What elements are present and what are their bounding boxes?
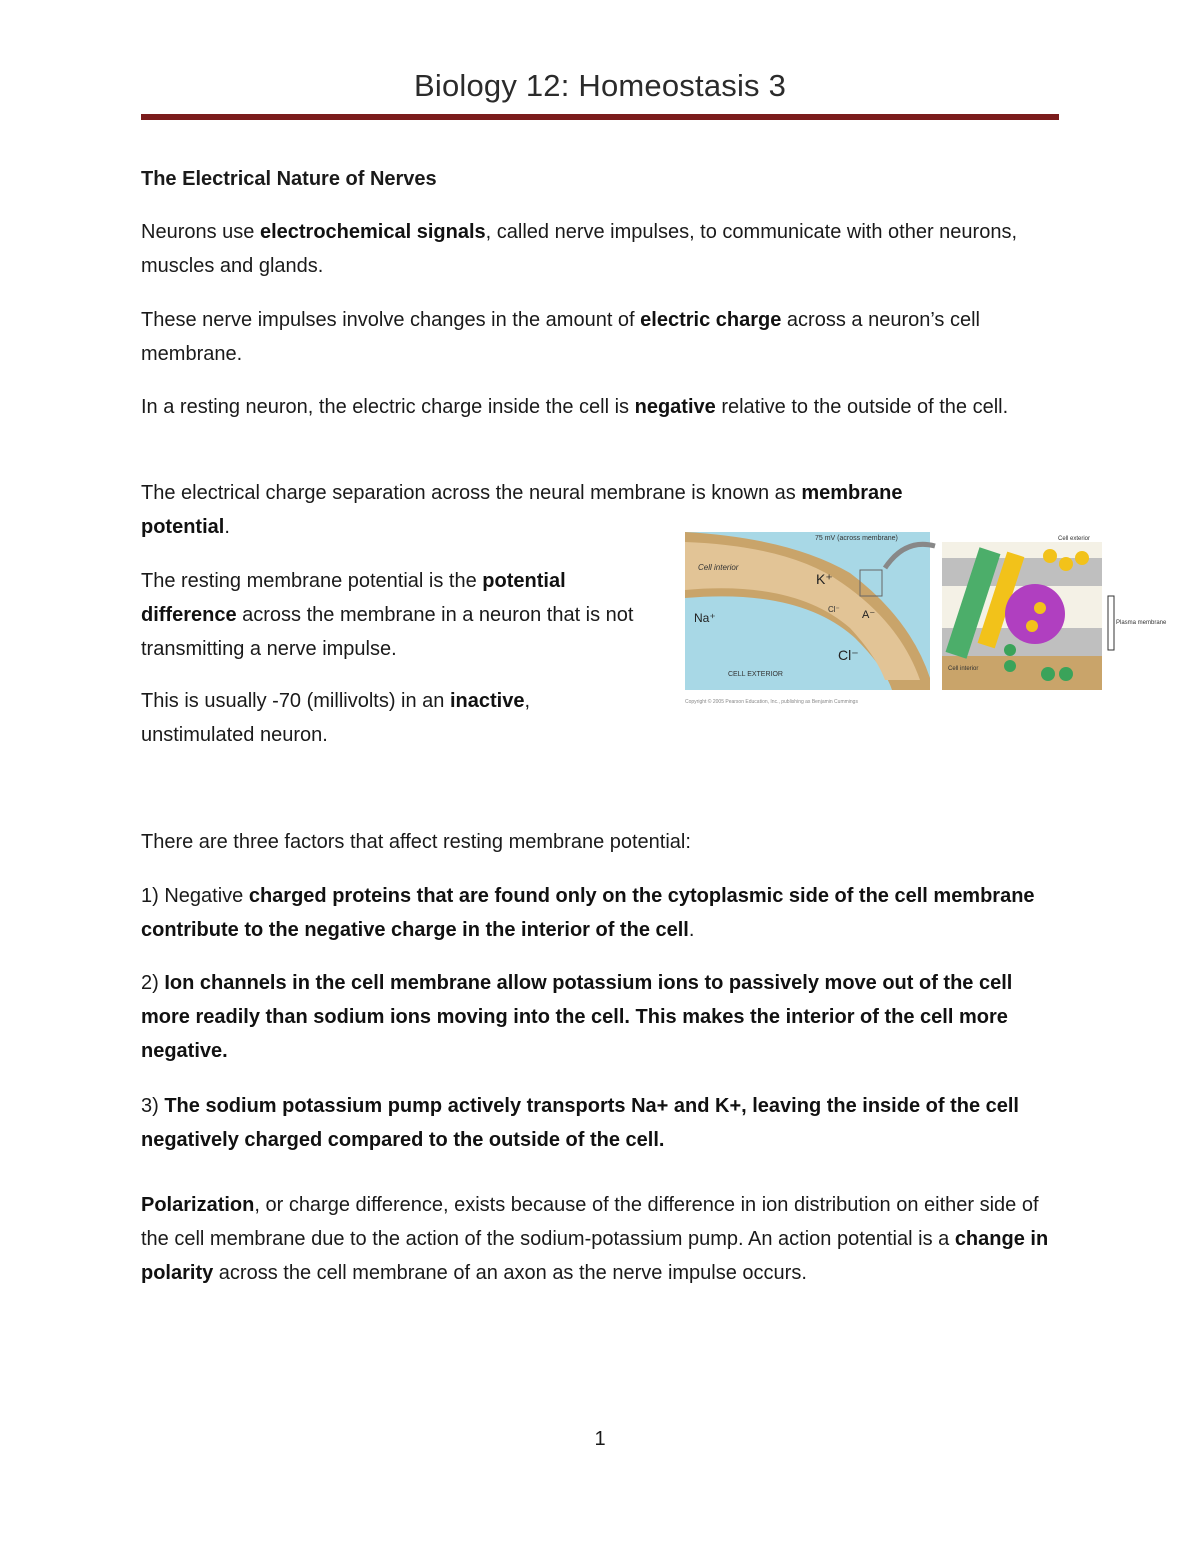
paragraph-8: Polarization, or charge difference, exists because of the difference in ion distribution on either side of the cell membrane due to the action of the sodium-potassium pump. An action potential is a change in polarity across the cell membrane of an axon as the nerve impulse occurs.: [141, 1194, 1049, 1284]
na-ion-3: [1075, 551, 1089, 565]
k-ion-4: [1059, 667, 1073, 681]
fig-label-a: A⁻: [862, 609, 876, 621]
title-divider: [141, 114, 1059, 120]
fig-label-interior-right: Cell interior: [948, 666, 979, 672]
fig-label-cl: Cl⁻: [838, 647, 859, 663]
sodium-potassium-pump: [1005, 584, 1065, 644]
paragraph-4: The electrical charge separation across the neural membrane is known as membrane potential.: [141, 482, 903, 538]
paragraph-1: Neurons use electrochemical signals, called nerve impulses, to communicate with other neurons, muscles and glands.: [141, 221, 1018, 277]
na-ion-1: [1043, 549, 1057, 563]
page-number: 1: [594, 1428, 606, 1450]
paragraph-5: The resting membrane potential is the potential difference across the membrane in a neuron that is not transmitting a nerve impulse.: [141, 570, 634, 660]
fig-copyright: Copyright © 2005 Pearson Education, Inc., publishing as Benjamin Cummings: [685, 699, 858, 705]
factor-1: 1) Negative charged proteins that are found only on the cytoplasmic side of the cell membrane contribute to the negative charge in the interior of the cell.: [141, 885, 1035, 941]
k-ion-2: [1004, 660, 1016, 672]
factor-3: 3) The sodium potassium pump actively transports Na+ and K+, leaving the inside of the cell negatively charged compared to the outside of the cell.: [141, 1095, 1019, 1151]
fig-label-cell-interior: Cell interior: [698, 563, 739, 572]
paragraph-6: This is usually -70 (millivolts) in an inactive, unstimulated neuron.: [141, 690, 531, 746]
inner-cytoplasm: [942, 656, 1102, 690]
fig-label-cl-inner: Cl⁻: [828, 605, 840, 614]
k-ion-3: [1041, 667, 1055, 681]
page-title: Biology 12: Homeostasis 3: [413, 68, 787, 103]
na-ion-5: [1026, 620, 1038, 632]
fig-label-plasma: Plasma membrane: [1116, 620, 1167, 626]
membrane-potential-figure: [680, 528, 1167, 710]
paragraph-2: These nerve impulses involve changes in the amount of electric charge across a neuron’s cell membrane.: [141, 309, 980, 365]
na-ion-2: [1059, 557, 1073, 571]
fig-label-na: Na⁺: [694, 611, 716, 625]
paragraph-3: In a resting neuron, the electric charge inside the cell is negative relative to the outside of the cell.: [141, 396, 1009, 418]
paragraph-7: There are three factors that affect resting membrane potential:: [141, 831, 691, 853]
na-ion-4: [1034, 602, 1046, 614]
fig-label-exterior: CELL EXTERIOR: [728, 671, 783, 678]
factor-2: 2) Ion channels in the cell membrane allow potassium ions to passively move out of the cell more readily than sodium ions moving into the cell. This makes the interior of the cell more negative.: [141, 972, 1013, 1062]
section-heading: The Electrical Nature of Nerves: [141, 168, 437, 190]
k-ion-1: [1004, 644, 1016, 656]
fig-label-top: 75 mV (across membrane): [815, 535, 898, 542]
fig-label-k: K⁺: [816, 571, 833, 587]
membrane-bracket: [1108, 596, 1114, 650]
fig-label-exterior-right: Cell exterior: [1058, 536, 1091, 542]
